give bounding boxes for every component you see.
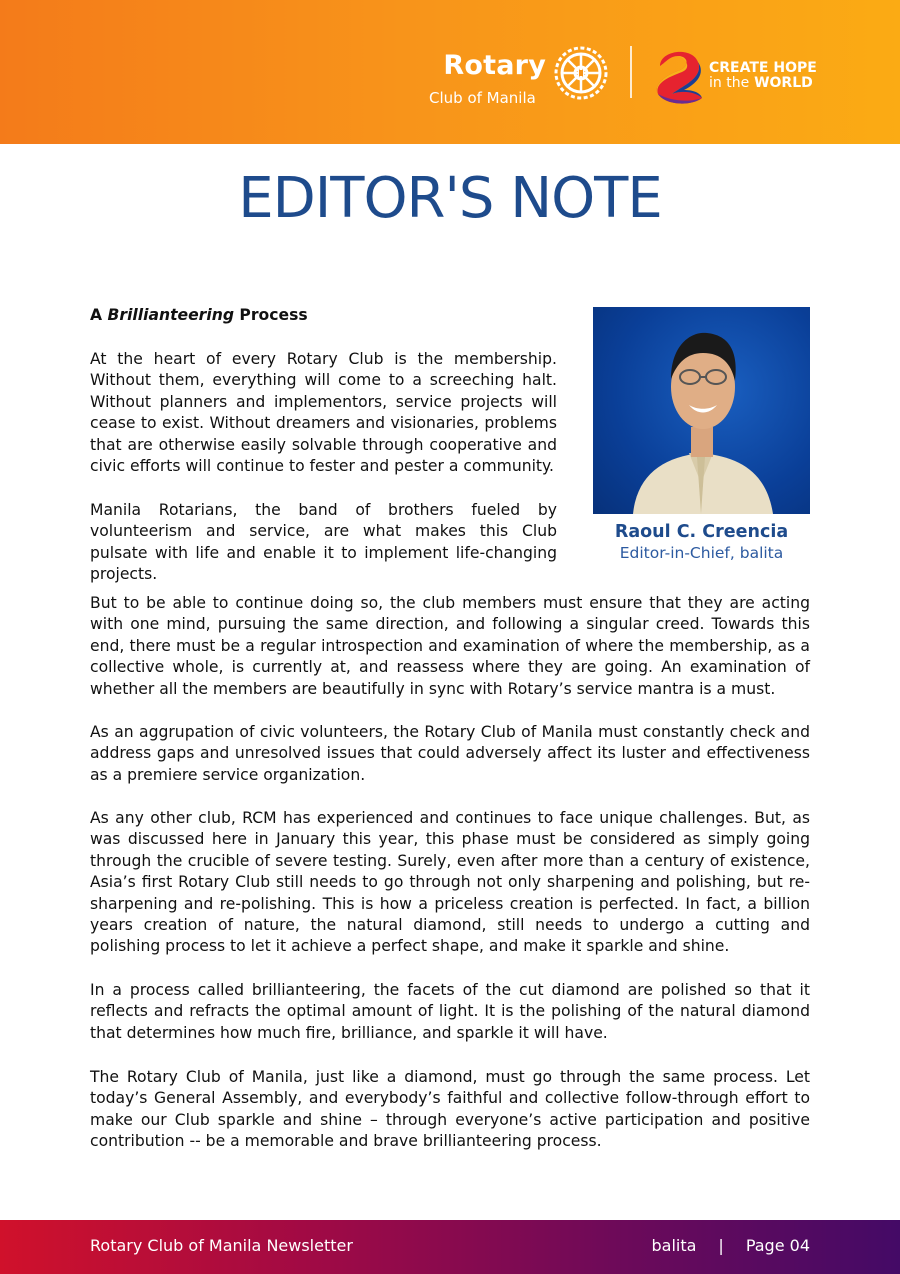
author-photo bbox=[593, 307, 810, 514]
footer-publication: balita bbox=[651, 1236, 697, 1255]
logo-subtitle: Club of Manila bbox=[429, 89, 536, 107]
footer-newsletter-name: Rotary Club of Manila Newsletter bbox=[90, 1236, 353, 1255]
paragraph-1: At the heart of every Rotary Club is the membership. Without them, everything will come to a screeching halt. Without planners and implementors, service projects will cease to exist. Without dreamers and visionaries, problems that are otherwise easily solvable through cooperative and civic efforts will continue to fester and pester a community. bbox=[90, 350, 557, 476]
subhead-a: A bbox=[90, 306, 108, 324]
rotary-wheel-icon bbox=[552, 44, 610, 102]
footer-right bbox=[651, 1236, 810, 1255]
footer-separator: | bbox=[718, 1236, 724, 1255]
header-divider bbox=[630, 46, 632, 98]
paragraph-5: As any other club, RCM has experienced and continues to face unique challenges. But, as was discussed here in January this year, this phase must be considered as simply going through the crucible of severe testing. Surely, even after more than a century of existence, Asia’s first Rotary Club still needs to go through not only sharpening and polishing, but re-sharpening and re-polishing. This is how a priceless creation is perfected. In fact, a billion years creation of nature, the natural diamond, still needs to undergo a cutting and polishing process to let it achieve a perfect shape, and make it sparkle and shine. bbox=[90, 809, 810, 956]
footer-page-number: Page 04 bbox=[745, 1236, 810, 1255]
theme-line-2 bbox=[709, 76, 817, 91]
theme-tagline bbox=[709, 61, 817, 91]
logo-word: Rotary bbox=[443, 50, 546, 81]
paragraph-4: As an aggrupation of civic volunteers, the Rotary Club of Manila must constantly check and address gaps and unresolved issues that could adversely affect its luster and effectiveness as a premiere service organization. bbox=[90, 723, 810, 784]
footer-band bbox=[0, 1220, 900, 1274]
subhead-b: Process bbox=[234, 306, 308, 324]
paragraph-7: The Rotary Club of Manila, just like a diamond, must go through the same process. Let today’s General Assembly, and everybody’s faithful and collective follow-through effort to make our Club sparkle and shine – through everyone’s active participation and positive contribution -- be a memorable and brave brillianteering process. bbox=[90, 1068, 810, 1151]
rotary-club-of-manila-logo bbox=[428, 44, 610, 108]
theme-line-2-b: WORLD bbox=[754, 75, 813, 91]
paragraph-6: In a process called brillianteering, the facets of the cut diamond are polished so that it reflects and refracts the optimal amount of light. It is the polishing of the natural diamond that determines how much fire, brilliance, and sparkle it will have. bbox=[90, 981, 810, 1042]
author-name: Raoul C. Creencia bbox=[614, 522, 789, 542]
page-title: EDITOR'S NOTE bbox=[238, 166, 662, 231]
author-role: Editor-in-Chief, balita bbox=[619, 544, 784, 562]
paragraph-3: But to be able to continue doing so, the club members must ensure that they are acting with one mind, pursuing the same direction, and following a singular creed. Towards this end, there must be a regular introspection and examination of where the membership, as a collective whole, is currently at, and reassess where they are going. An examination of whether all the members are beautifully in sync with Rotary’s service mantra is a must. bbox=[90, 594, 810, 698]
paragraph-2: Manila Rotarians, the band of brothers fueled by volunteerism and service, are what makes this Club pulsate with life and enable it to implement life-changing projects. bbox=[90, 501, 557, 584]
create-hope-swirl-icon bbox=[652, 44, 706, 106]
subhead-italic: Brillianteering bbox=[107, 306, 234, 324]
theme-line-1: CREATE HOPE bbox=[709, 60, 817, 76]
article-subhead bbox=[90, 306, 308, 324]
theme-line-2-a: in the bbox=[709, 75, 750, 91]
header-band bbox=[0, 0, 900, 144]
author-portrait-icon bbox=[593, 307, 810, 514]
